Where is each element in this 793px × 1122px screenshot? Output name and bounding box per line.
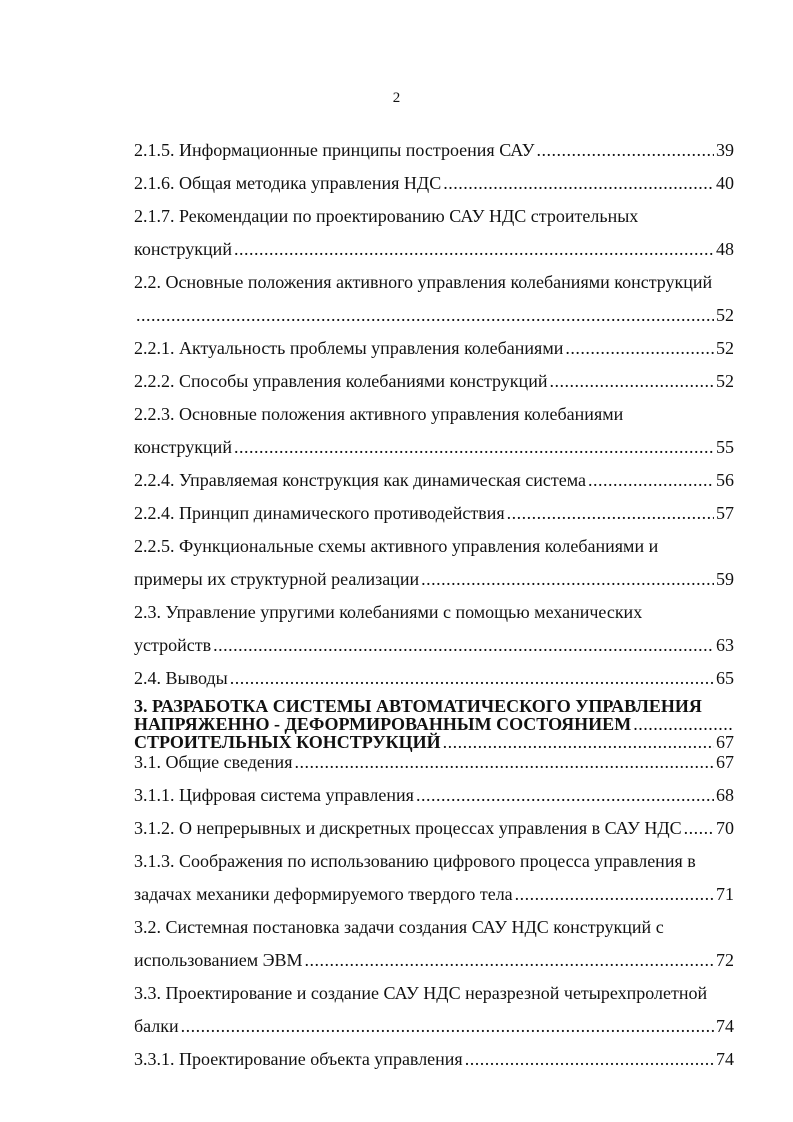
toc-page-number: 65 — [716, 668, 734, 688]
toc-entry-title: 2.2.5. Функциональные схемы активного управления колебаниями и — [134, 536, 659, 556]
table-of-contents — [134, 139, 734, 1070]
dot-leader — [565, 337, 714, 359]
toc-page-number: 52 — [716, 371, 734, 391]
toc-entry — [134, 667, 734, 689]
toc-entry-title: 2.1.5. Информационные принципы построения САУ — [134, 140, 535, 160]
toc-entry-title: 3.1.2. О непрерывных и дискретных процессах управления в САУ НДС — [134, 818, 682, 838]
toc-entry — [134, 535, 734, 590]
toc-entry — [134, 469, 734, 491]
toc-entry — [134, 271, 734, 326]
toc-entry — [134, 601, 734, 656]
dot-leader — [421, 568, 714, 590]
dot-leader — [507, 502, 714, 524]
chapter-heading — [134, 697, 734, 751]
dot-leader — [234, 436, 714, 458]
toc-entry-title-cont: использованием ЭВМ — [134, 950, 303, 970]
chapter-title-line: СТРОИТЕЛЬНЫХ КОНСТРУКЦИЙ — [134, 732, 441, 752]
toc-page-number: 52 — [716, 338, 734, 358]
chapter-title-line: НАПРЯЖЕННО - ДЕФОРМИРОВАННЫМ СОСТОЯНИЕМ — [134, 714, 632, 734]
page-number: 2 — [392, 90, 401, 106]
dot-leader — [305, 949, 714, 971]
dot-leader — [684, 817, 714, 839]
toc-entry — [134, 751, 734, 773]
dot-leader — [213, 634, 714, 656]
toc-page-number: 71 — [716, 884, 734, 904]
dot-leader — [234, 238, 714, 260]
toc-entry — [134, 370, 734, 392]
toc-entry — [134, 172, 734, 194]
toc-entry-title: 2.1.6. Общая методика управления НДС — [134, 173, 442, 193]
toc-entry-title-cont: задачах механики деформируемого твердого тела — [134, 884, 513, 904]
toc-page-number: 74 — [716, 1016, 734, 1036]
dot-leader — [549, 370, 714, 392]
dot-leader — [588, 469, 714, 491]
dot-leader — [443, 733, 714, 751]
toc-page-number: 70 — [716, 818, 734, 838]
toc-entry — [134, 403, 734, 458]
toc-entry — [134, 982, 734, 1037]
toc-entry-title-cont: конструкций — [134, 239, 232, 259]
dot-leader — [515, 883, 714, 905]
toc-entry-title-cont: устройств — [134, 635, 212, 655]
toc-page-number: 55 — [716, 437, 734, 457]
toc-page-number: 67 — [716, 732, 734, 752]
toc-page-number: 68 — [716, 785, 734, 805]
toc-entry-title: 2.2.4. Принцип динамического противодействия — [134, 503, 505, 523]
toc-entry-title: 3.3.1. Проектирование объекта управления — [134, 1049, 463, 1069]
toc-entry — [134, 139, 734, 161]
toc-page-number: 40 — [716, 173, 734, 193]
toc-page-number: 63 — [716, 635, 734, 655]
toc-entry — [134, 205, 734, 260]
dot-leader — [230, 667, 714, 689]
toc-page-number: 72 — [716, 950, 734, 970]
toc-entry-title: 2.2. Основные положения активного управления колебаниями конструкций — [134, 272, 713, 292]
toc-entry-title: 2.2.3. Основные положения активного управления колебаниями — [134, 404, 624, 424]
toc-page-number: 52 — [716, 305, 734, 325]
toc-entry — [134, 850, 734, 905]
chapter-title-line: 3. РАЗРАБОТКА СИСТЕМЫ АВТОМАТИЧЕСКОГО УПРАВЛЕНИЯ — [134, 696, 702, 716]
toc-page-number: 39 — [716, 140, 734, 160]
toc-entry-title-cont: конструкций — [134, 437, 232, 457]
dot-leader — [416, 784, 714, 806]
toc-entry — [134, 502, 734, 524]
toc-page-number: 74 — [716, 1049, 734, 1069]
toc-page-number: 56 — [716, 470, 734, 490]
dot-leader — [465, 1048, 714, 1070]
toc-entry-title: 2.4. Выводы — [134, 668, 228, 688]
dot-leader — [443, 172, 714, 194]
toc-page-number: 57 — [716, 503, 734, 523]
toc-entry-title: 2.2.2. Способы управления колебаниями конструкций — [134, 371, 548, 391]
toc-entry — [134, 916, 734, 971]
toc-entry-title: 3.3. Проектирование и создание САУ НДС неразрезной четырехпролетной — [134, 983, 708, 1003]
toc-entry-title: 2.2.1. Актуальность проблемы управления колебаниями — [134, 338, 564, 358]
toc-entry-title: 2.2.4. Управляемая конструкция как динамическая система — [134, 470, 587, 490]
toc-page-number: 59 — [716, 569, 734, 589]
toc-entry — [134, 1048, 734, 1070]
toc-entry-title: 2.1.7. Рекомендации по проектированию САУ НДС строительных — [134, 206, 639, 226]
toc-entry — [134, 784, 734, 806]
toc-page-number: 48 — [716, 239, 734, 259]
toc-entry-title: 2.3. Управление упругими колебаниями с помощью механических — [134, 602, 643, 622]
toc-entry-title: 3.1.1. Цифровая система управления — [134, 785, 414, 805]
toc-entry-title-cont: примеры их структурной реализации — [134, 569, 420, 589]
toc-entry-title: 3.2. Системная постановка задачи создания САУ НДС конструкций с — [134, 917, 664, 937]
toc-page-number: 67 — [716, 752, 734, 772]
dot-leader — [181, 1015, 714, 1037]
toc-entry-title: 3.1. Общие сведения — [134, 752, 293, 772]
dot-leader — [536, 139, 714, 161]
toc-entry — [134, 817, 734, 839]
toc-entry-title-cont: балки — [134, 1016, 179, 1036]
toc-entry-title: 3.1.3. Соображения по использованию цифрового процесса управления в — [134, 851, 696, 871]
toc-entry — [134, 337, 734, 359]
dot-leader — [136, 304, 714, 326]
dot-leader — [294, 751, 714, 773]
dot-leader — [633, 715, 732, 733]
